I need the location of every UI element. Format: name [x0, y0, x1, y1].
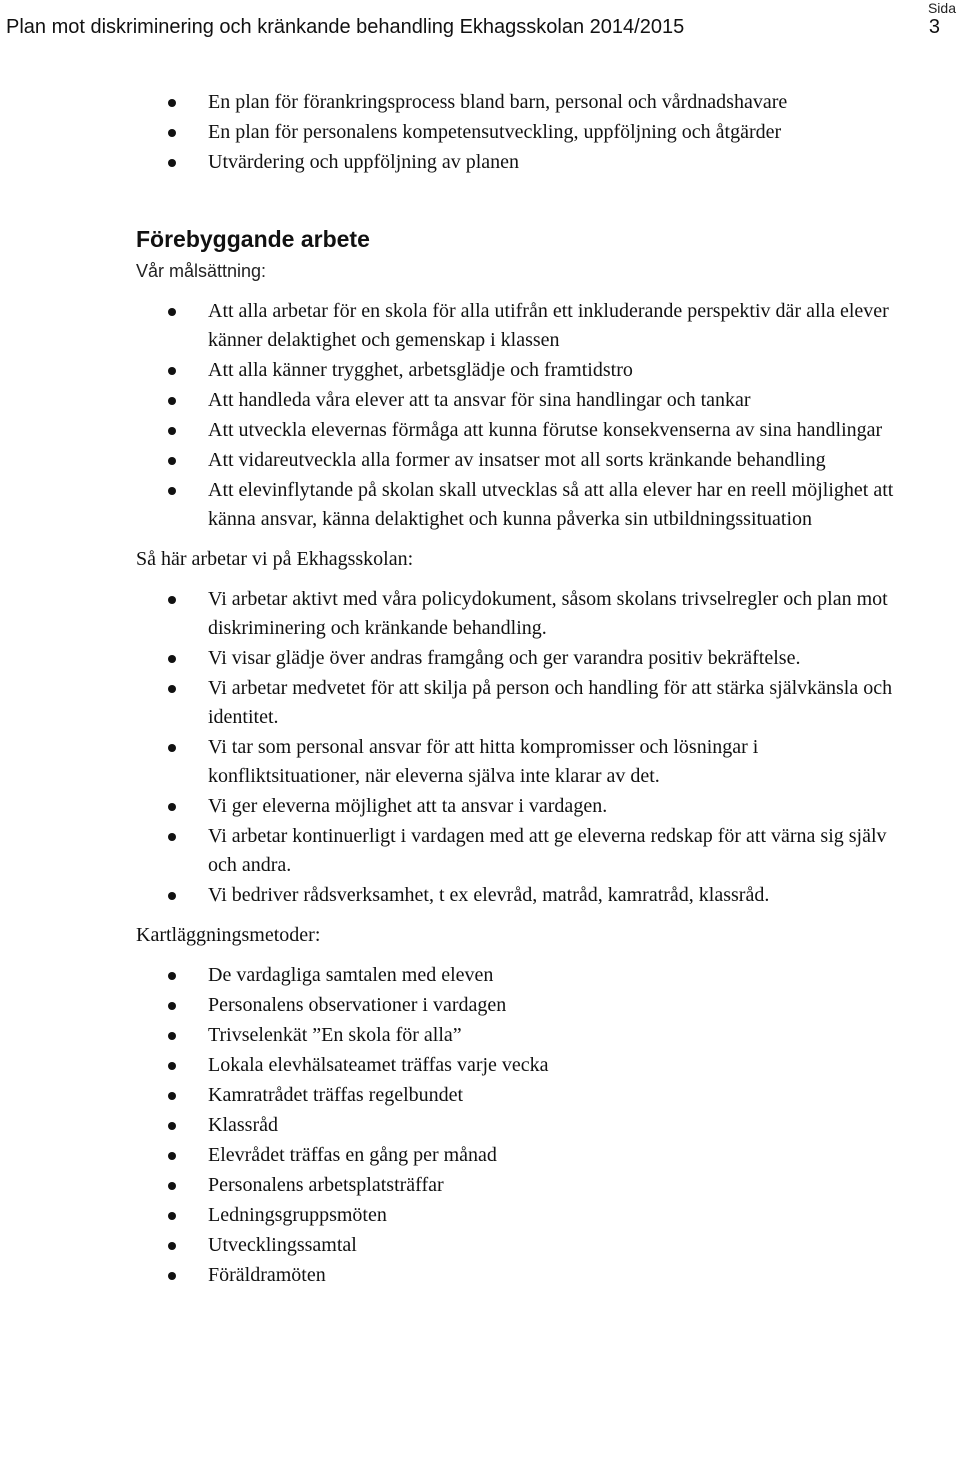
bullet-icon [168, 1122, 176, 1130]
list-item [208, 297, 898, 355]
list-item [208, 792, 898, 821]
list-item [208, 733, 898, 791]
page-number: 3 [928, 16, 940, 38]
bullet-icon [168, 487, 176, 495]
list-item-text: Personalens arbetsplatsträffar [208, 1174, 444, 1196]
bullet-icon [168, 655, 176, 663]
document-body [0, 88, 960, 1291]
list-item [208, 1051, 898, 1080]
section-heading: Förebyggande arbete [136, 226, 370, 252]
bullet-icon [168, 129, 176, 137]
list-item-text: Vi ger eleverna möjlighet att ta ansvar i vardagen. [208, 795, 608, 817]
list-item [208, 476, 898, 534]
list-item [208, 1171, 898, 1200]
bullet-icon [168, 427, 176, 435]
list-item [208, 674, 898, 732]
list-item-text: Vi bedriver rådsverksamhet, t ex elevråd, matråd, kamratråd, klassråd. [208, 884, 770, 906]
list-item-text: Föräldramöten [208, 1264, 326, 1286]
list-item [208, 1111, 898, 1140]
list-item-text: Vi tar som personal ansvar för att hitta kompromisser och lösningar i konfliktsituationer, när eleverna själva inte klarar av det. [208, 736, 759, 787]
list-item-text: Utvecklingssamtal [208, 1234, 357, 1256]
list-item [208, 356, 898, 385]
document-title: Plan mot diskriminering och kränkande behandling Ekhagsskolan 2014/2015 [6, 16, 685, 38]
bullet-icon [168, 1062, 176, 1070]
list-item [208, 1231, 898, 1260]
bullet-icon [168, 1212, 176, 1220]
page-header [0, 0, 960, 50]
goals-list [0, 297, 898, 534]
list-item-text: Vi visar glädje över andras framgång och ger varandra positiv bekräftelse. [208, 647, 801, 669]
bullet-icon [168, 744, 176, 752]
bullet-icon [168, 1242, 176, 1250]
list-item-text: En plan för förankringsprocess bland barn, personal och vårdnadshavare [208, 91, 788, 113]
list-item [208, 386, 898, 415]
list-item-text: Att utveckla elevernas förmåga att kunna förutse konsekvenserna av sina handlingar [208, 419, 883, 441]
list-item [208, 1261, 898, 1290]
bullet-icon [168, 1182, 176, 1190]
bullet-icon [168, 457, 176, 465]
bullet-icon [168, 367, 176, 375]
bullet-icon [168, 397, 176, 405]
intro-list [0, 88, 898, 177]
bullet-icon [168, 596, 176, 604]
list-item-text: De vardagliga samtalen med eleven [208, 964, 494, 986]
list-item-text: Klassråd [208, 1114, 278, 1136]
bullet-icon [168, 803, 176, 811]
methods-label: Kartläggningsmetoder: [136, 924, 321, 946]
bullet-icon [168, 685, 176, 693]
list-item-text: Kamratrådet träffas regelbundet [208, 1084, 464, 1106]
list-item-text: Att alla känner trygghet, arbetsglädje och framtidstro [208, 359, 633, 381]
list-item [208, 1021, 898, 1050]
list-item [208, 118, 898, 147]
page-label: Sida [927, 0, 956, 16]
list-item-text: Trivselenkät ”En skola för alla” [208, 1024, 462, 1046]
list-item [208, 822, 898, 880]
list-item [208, 148, 898, 177]
work-list [0, 585, 898, 910]
list-item [208, 1141, 898, 1170]
list-item [208, 416, 898, 445]
list-item [208, 585, 898, 643]
list-item-text: Att handleda våra elever att ta ansvar för sina handlingar och tankar [208, 389, 751, 411]
work-label: Så här arbetar vi på Ekhagsskolan: [136, 548, 414, 570]
list-item [208, 1201, 898, 1230]
bullet-icon [168, 1092, 176, 1100]
list-item [208, 1081, 898, 1110]
bullet-icon [168, 833, 176, 841]
list-item [208, 644, 898, 673]
bullet-icon [168, 99, 176, 107]
list-item [208, 991, 898, 1020]
list-item-text: Att elevinflytande på skolan skall utvecklas så att alla elever har en reell möjlighet att känna ansvar, känna delaktighet och kunna påverka sin utbildningssituation [208, 479, 894, 530]
bullet-icon [168, 972, 176, 980]
bullet-icon [168, 159, 176, 167]
bullet-icon [168, 892, 176, 900]
goals-label: Vår målsättning: [136, 261, 267, 281]
list-item-text: Att vidareutveckla alla former av insatser mot all sorts kränkande behandling [208, 449, 826, 471]
list-item-text: Lokala elevhälsateamet träffas varje vecka [208, 1054, 549, 1076]
list-item-text: Vi arbetar aktivt med våra policydokument, såsom skolans trivselregler och plan mot diskriminering och kränkande behandling. [208, 588, 888, 639]
bullet-icon [168, 1152, 176, 1160]
list-item-text: Vi arbetar kontinuerligt i vardagen med att ge eleverna redskap för att värna sig själv och andra. [208, 825, 887, 876]
list-item-text: Ledningsgruppsmöten [208, 1204, 387, 1226]
bullet-icon [168, 308, 176, 316]
list-item [208, 961, 898, 990]
list-item-text: Personalens observationer i vardagen [208, 994, 507, 1016]
methods-list [0, 961, 898, 1290]
list-item-text: Elevrådet träffas en gång per månad [208, 1144, 497, 1166]
list-item-text: Utvärdering och uppföljning av planen [208, 151, 520, 173]
bullet-icon [168, 1032, 176, 1040]
list-item [208, 881, 898, 910]
list-item [208, 446, 898, 475]
bullet-icon [168, 1002, 176, 1010]
list-item-text: En plan för personalens kompetensutveckling, uppföljning och åtgärder [208, 121, 782, 143]
list-item-text: Vi arbetar medvetet för att skilja på person och handling för att stärka självkänsla och identitet. [208, 677, 893, 728]
list-item-text: Att alla arbetar för en skola för alla utifrån ett inkluderande perspektiv där alla elever känner delaktighet och gemenskap i klassen [208, 300, 889, 351]
list-item [208, 88, 898, 117]
bullet-icon [168, 1272, 176, 1280]
